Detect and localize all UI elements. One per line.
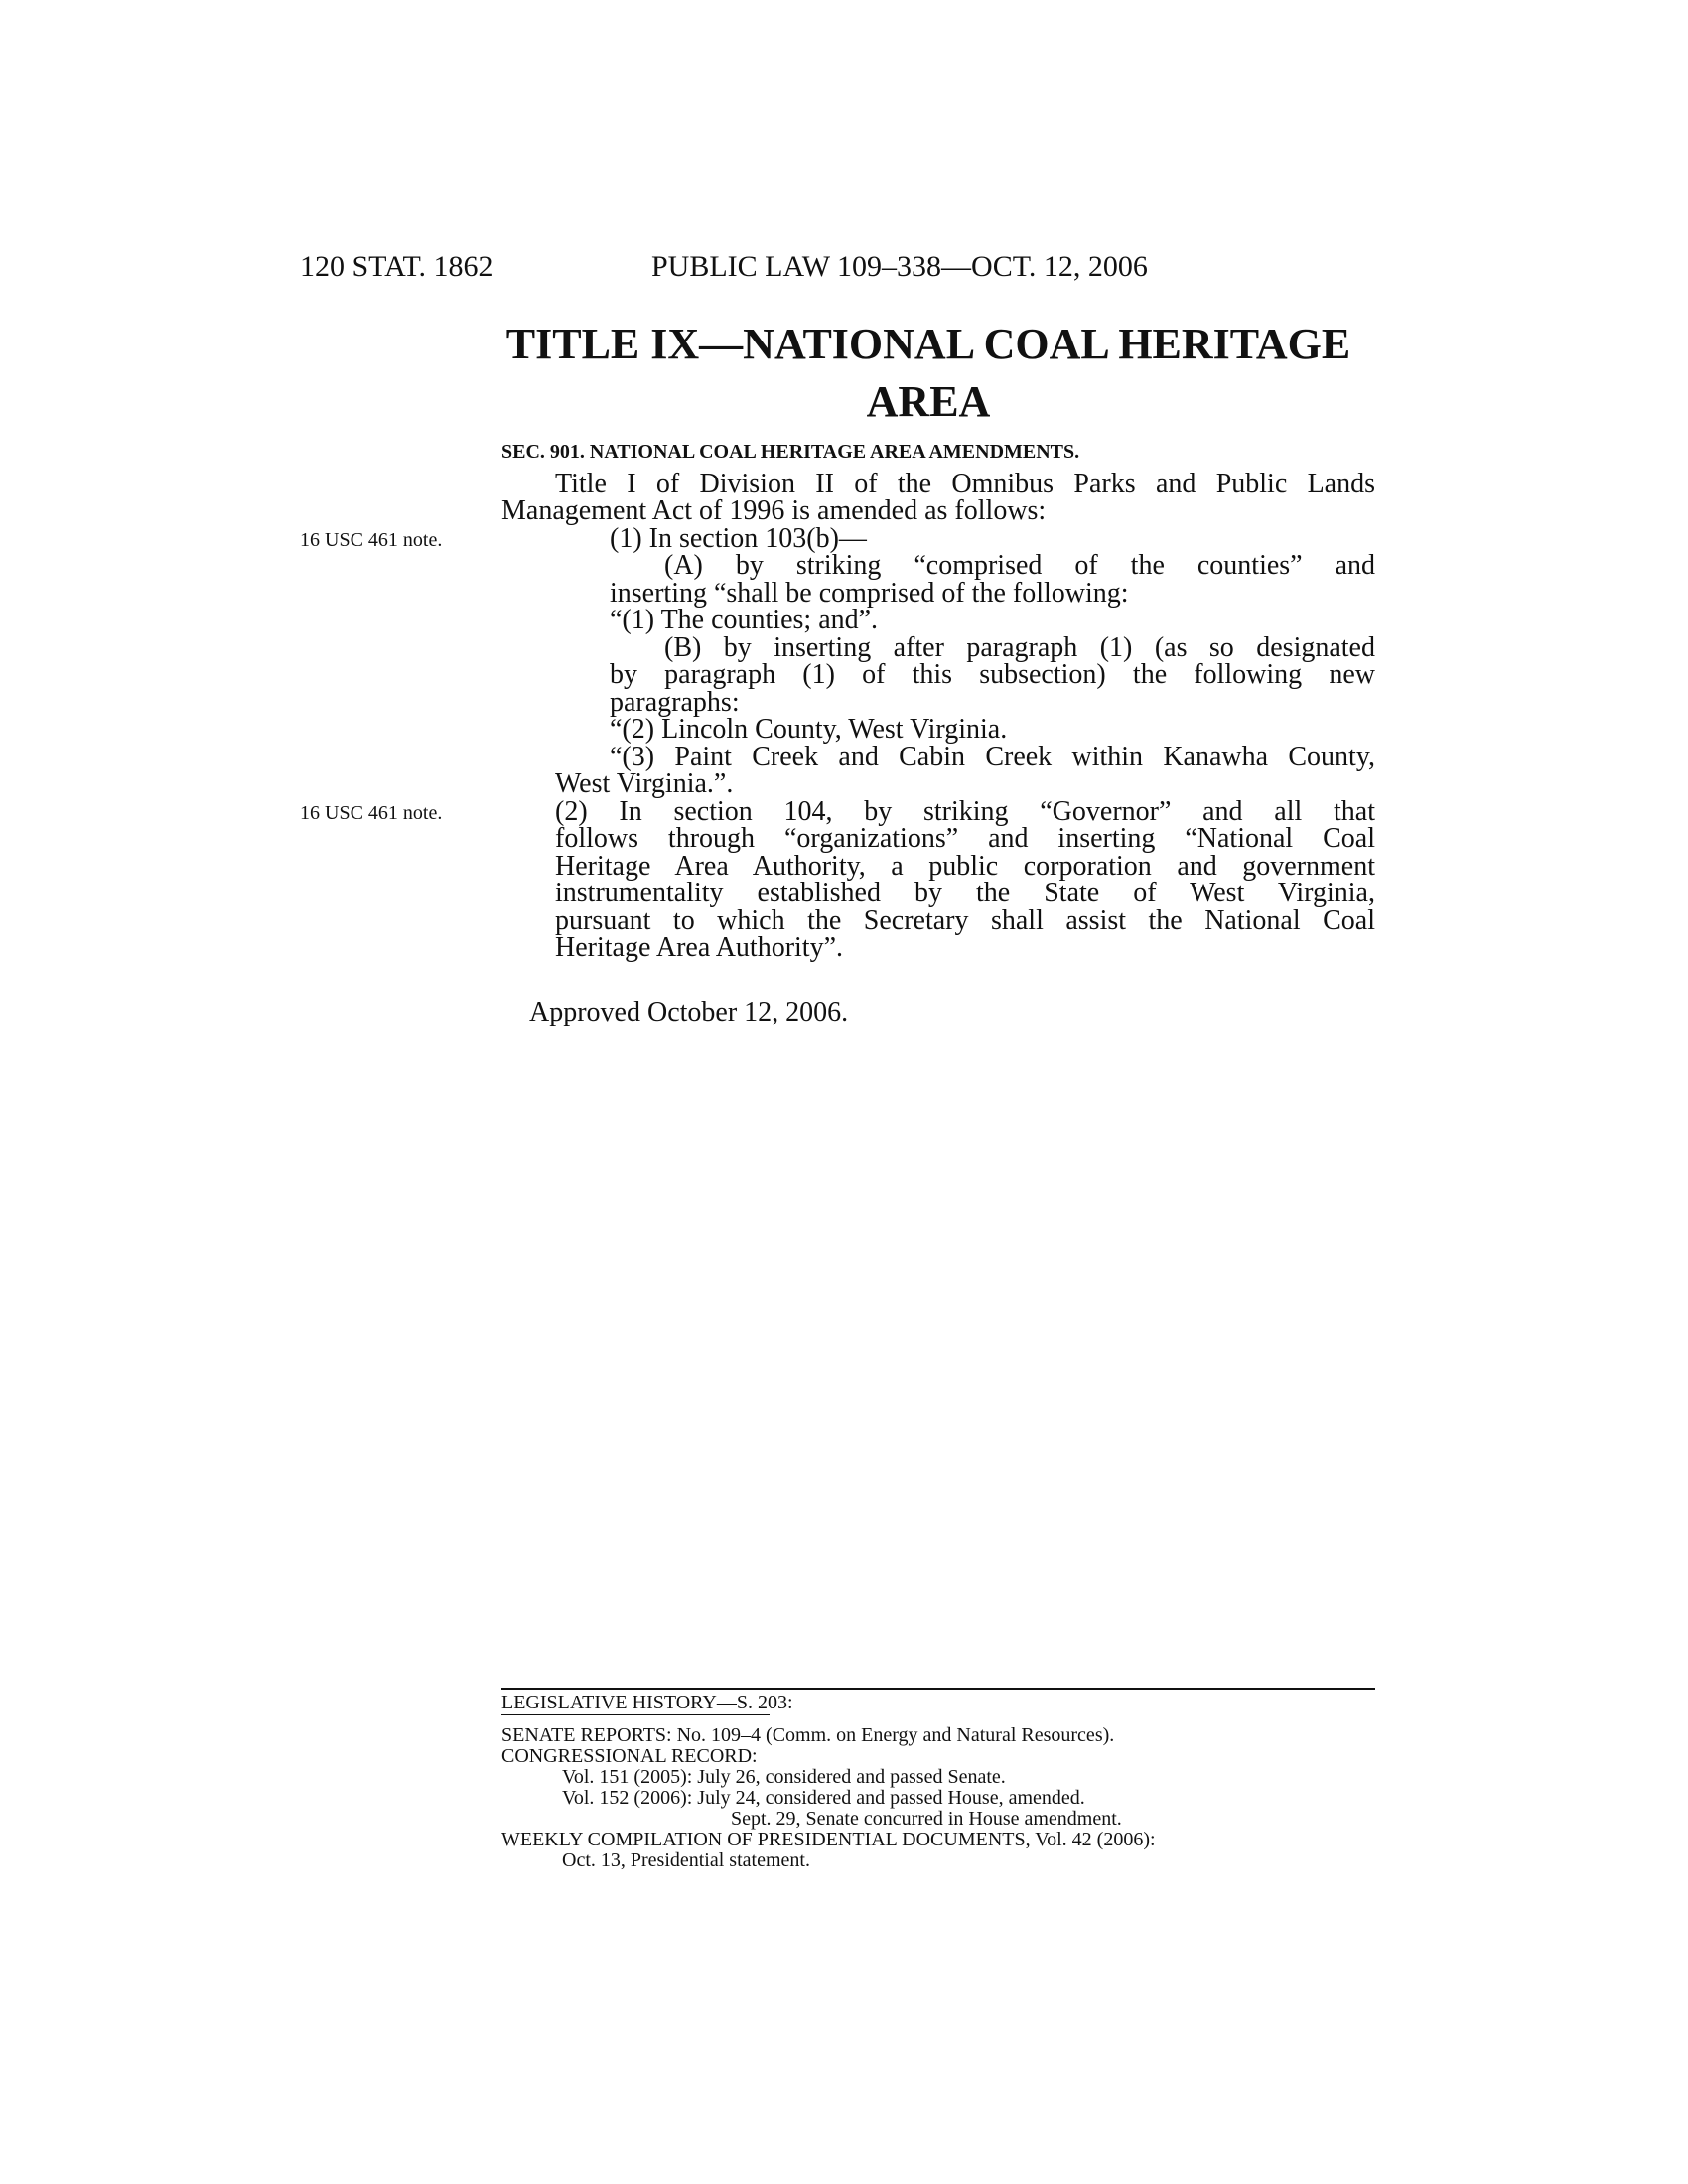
title-line-1: TITLE IX—NATIONAL COAL HERITAGE: [505, 320, 1351, 368]
body-line: Heritage Area Authority”.: [555, 932, 844, 963]
body-line: (1) In section 103(b)—: [610, 523, 867, 554]
title-line-2: AREA: [866, 377, 991, 426]
history-line: WEEKLY COMPILATION OF PRESIDENTIAL DOCUMENTS, Vol. 42 (2006):: [501, 1829, 1156, 1850]
history-line: SENATE REPORTS: No. 109–4 (Comm. on Energy and Natural Resources).: [501, 1724, 1115, 1746]
history-line: Vol. 152 (2006): July 24, considered and passed House, amended.: [562, 1787, 1085, 1809]
body-line: paragraphs:: [610, 687, 740, 718]
public-law-header: PUBLIC LAW 109–338—OCT. 12, 2006: [651, 250, 1148, 283]
margin-note: 16 USC 461 note.: [300, 529, 443, 551]
history-line: CONGRESSIONAL RECORD:: [501, 1745, 758, 1767]
history-heading-underline: [501, 1714, 770, 1715]
body-line: “(1) The counties; and”.: [610, 605, 879, 635]
legislative-history-heading: LEGISLATIVE HISTORY—S. 203:: [501, 1692, 793, 1713]
body-line: West Virginia.”.: [555, 768, 734, 799]
body-line: inserting “shall be comprised of the following:: [610, 578, 1129, 609]
body-line: Heritage Area Authority, a public corporation and government: [555, 851, 1375, 882]
section-heading: SEC. 901. NATIONAL COAL HERITAGE AREA AMENDMENTS.: [501, 441, 1080, 463]
body-line: follows through “organizations” and inserting “National Coal: [555, 823, 1375, 854]
body-line: (A) by striking “comprised of the counties” and: [664, 550, 1375, 581]
footnote-divider: [501, 1688, 1375, 1690]
margin-note: 16 USC 461 note.: [300, 802, 443, 824]
body-line: (2) In section 104, by striking “Governor” and all that: [555, 796, 1375, 827]
history-line: Oct. 13, Presidential statement.: [562, 1849, 810, 1871]
body-line: by paragraph (1) of this subsection) the following new: [610, 659, 1375, 690]
body-line: “(2) Lincoln County, West Virginia.: [610, 714, 1008, 745]
stat-page-number: 120 STAT. 1862: [300, 250, 493, 283]
approval-date: Approved October 12, 2006.: [529, 997, 849, 1027]
body-line: instrumentality established by the State of West Virginia,: [555, 878, 1375, 908]
body-line: Title I of Division II of the Omnibus Parks and Public Lands: [555, 469, 1375, 499]
body-line: Management Act of 1996 is amended as follows:: [501, 495, 1047, 526]
body-line: “(3) Paint Creek and Cabin Creek within Kanawha County,: [610, 742, 1375, 772]
body-line: pursuant to which the Secretary shall assist the National Coal: [555, 905, 1375, 936]
body-line: (B) by inserting after paragraph (1) (as so designated: [664, 632, 1375, 663]
history-line: Vol. 151 (2005): July 26, considered and passed Senate.: [562, 1766, 1006, 1788]
title-heading: [501, 316, 1355, 431]
history-line: Sept. 29, Senate concurred in House amendment.: [731, 1808, 1122, 1830]
